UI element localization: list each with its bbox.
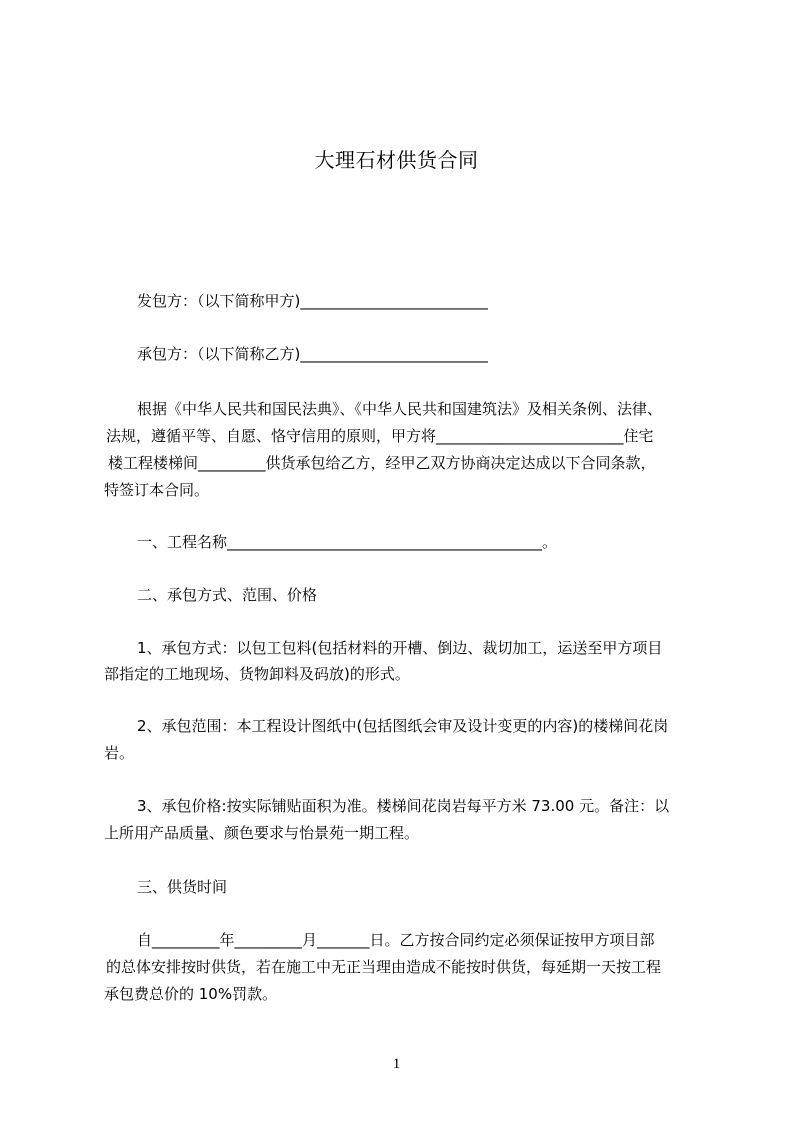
clause-line: 1、承包方式：以包工包料(包括材料的开槽、倒边、裁切加工，运送至甲方项目 — [137, 639, 663, 657]
preamble-line: 法规，遵循平等、自愿、恪守信用的原则，甲方将_________________________住宅 — [106, 427, 654, 445]
clause-line: 3、承包价格:按实际铺贴面积为准。楼梯间花岗岩每平方米 73.00 元。备注：以 — [137, 797, 670, 815]
clause-line: 上所用产品质量、颜色要求与怡景苑一期工程。 — [104, 824, 420, 842]
clause-line: 2、承包范围：本工程设计图纸中(包括图纸会审及设计变更的内容)的楼梯间花岗 — [137, 717, 669, 735]
party-a-line: 发包方：（以下简称甲方)_________________________ — [137, 292, 488, 310]
clause-line: 岩。 — [104, 744, 135, 762]
page-number: 1 — [392, 1056, 401, 1072]
party-b-line: 承包方：（以下简称乙方)_________________________ — [137, 345, 488, 363]
section-2-heading: 二、承包方式、范围、价格 — [137, 586, 318, 604]
supply-time-line: 的总体安排按时供货，若在施工中无正当理由造成不能按时供货，每延期一天按工程 — [106, 958, 662, 976]
supply-time-line: 自_________年_________月_______日。乙方按合同约定必须保证按甲方项目部 — [137, 931, 655, 949]
document-title: 大理石材供货合同 — [314, 148, 479, 172]
clause-line: 部指定的工地现场、货物卸料及码放)的形式。 — [104, 665, 410, 683]
preamble-line: 楼工程楼梯间_________供货承包给乙方，经甲乙双方协商决定达成以下合同条款， — [108, 454, 656, 472]
section-3-heading: 三、供货时间 — [137, 878, 228, 896]
preamble-line: 根据《中华人民共和国民法典》、《中华人民共和国建筑法》及相关条例、法律、 — [137, 400, 663, 418]
supply-time-line: 承包费总价的 10%罚款。 — [104, 985, 278, 1003]
preamble-line: 特签订本合同。 — [104, 481, 210, 499]
section-1-project-name: 一、工程名称__________________________________________。 — [137, 533, 558, 551]
